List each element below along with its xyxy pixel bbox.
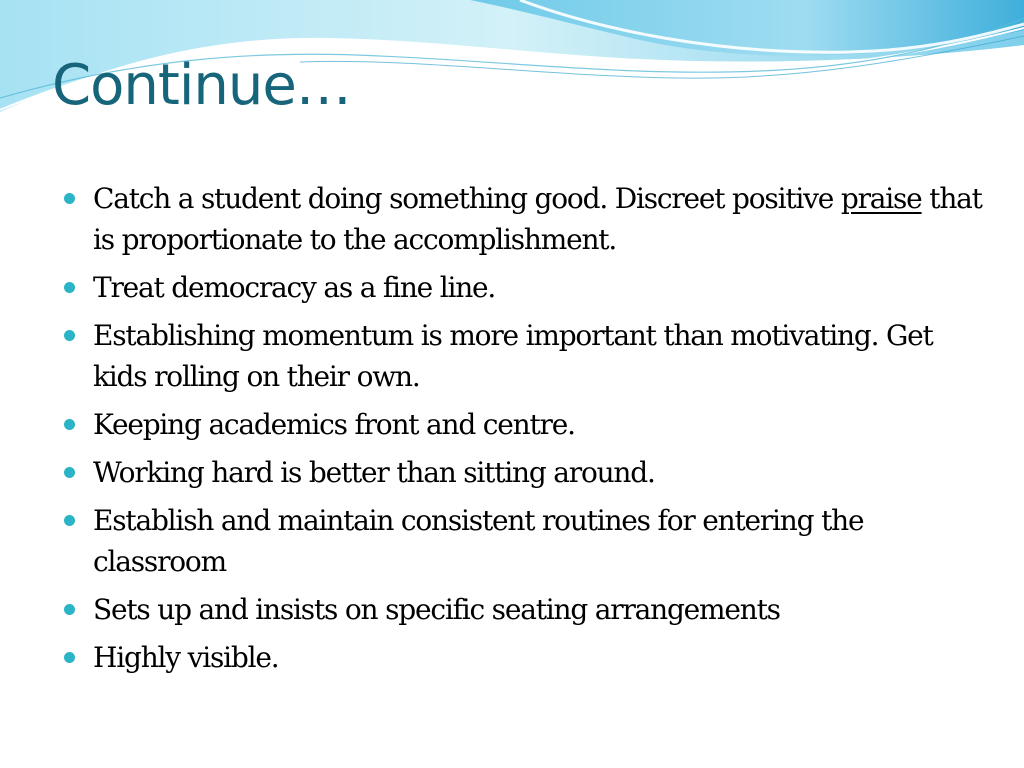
bullet-dot-icon [64, 330, 75, 341]
bullet-dot-icon [64, 604, 75, 615]
bullet-text: Working hard is better than sitting around. [93, 456, 655, 489]
bullet-list [62, 178, 982, 685]
bullet-dot-icon [64, 467, 75, 478]
bullet-item [62, 500, 982, 582]
bullet-dot-icon [64, 282, 75, 293]
underlined-word: praise [840, 182, 922, 215]
bullet-text: Establishing momentum is more important than motivating. Get kids rolling on their own. [93, 319, 933, 393]
bullet-dot-icon [64, 652, 75, 663]
bullet-dot-icon [64, 193, 75, 204]
bullet-text: Keeping academics front and centre. [93, 408, 575, 441]
bullet-text: Treat democracy as a fine line. [93, 271, 496, 304]
bullet-text: Highly visible. [93, 641, 279, 674]
bullet-item [62, 267, 982, 308]
slide-title: Continue… [52, 53, 351, 118]
bullet-item [62, 589, 982, 630]
bullet-dot-icon [64, 515, 75, 526]
bullet-text: Establish and maintain consistent routines for entering the classroom [93, 504, 864, 578]
bullet-item [62, 637, 982, 678]
bullet-dot-icon [64, 419, 75, 430]
bullet-text-after: that is proportionate to the accomplishment. [93, 182, 982, 256]
bullet-item [62, 178, 982, 260]
bullet-item [62, 452, 982, 493]
bullet-text-before: Catch a student doing something good. Discreet positive [93, 182, 841, 215]
bullet-text: Sets up and insists on specific seating arrangements [93, 593, 780, 626]
bullet-item [62, 404, 982, 445]
bullet-item [62, 315, 982, 397]
